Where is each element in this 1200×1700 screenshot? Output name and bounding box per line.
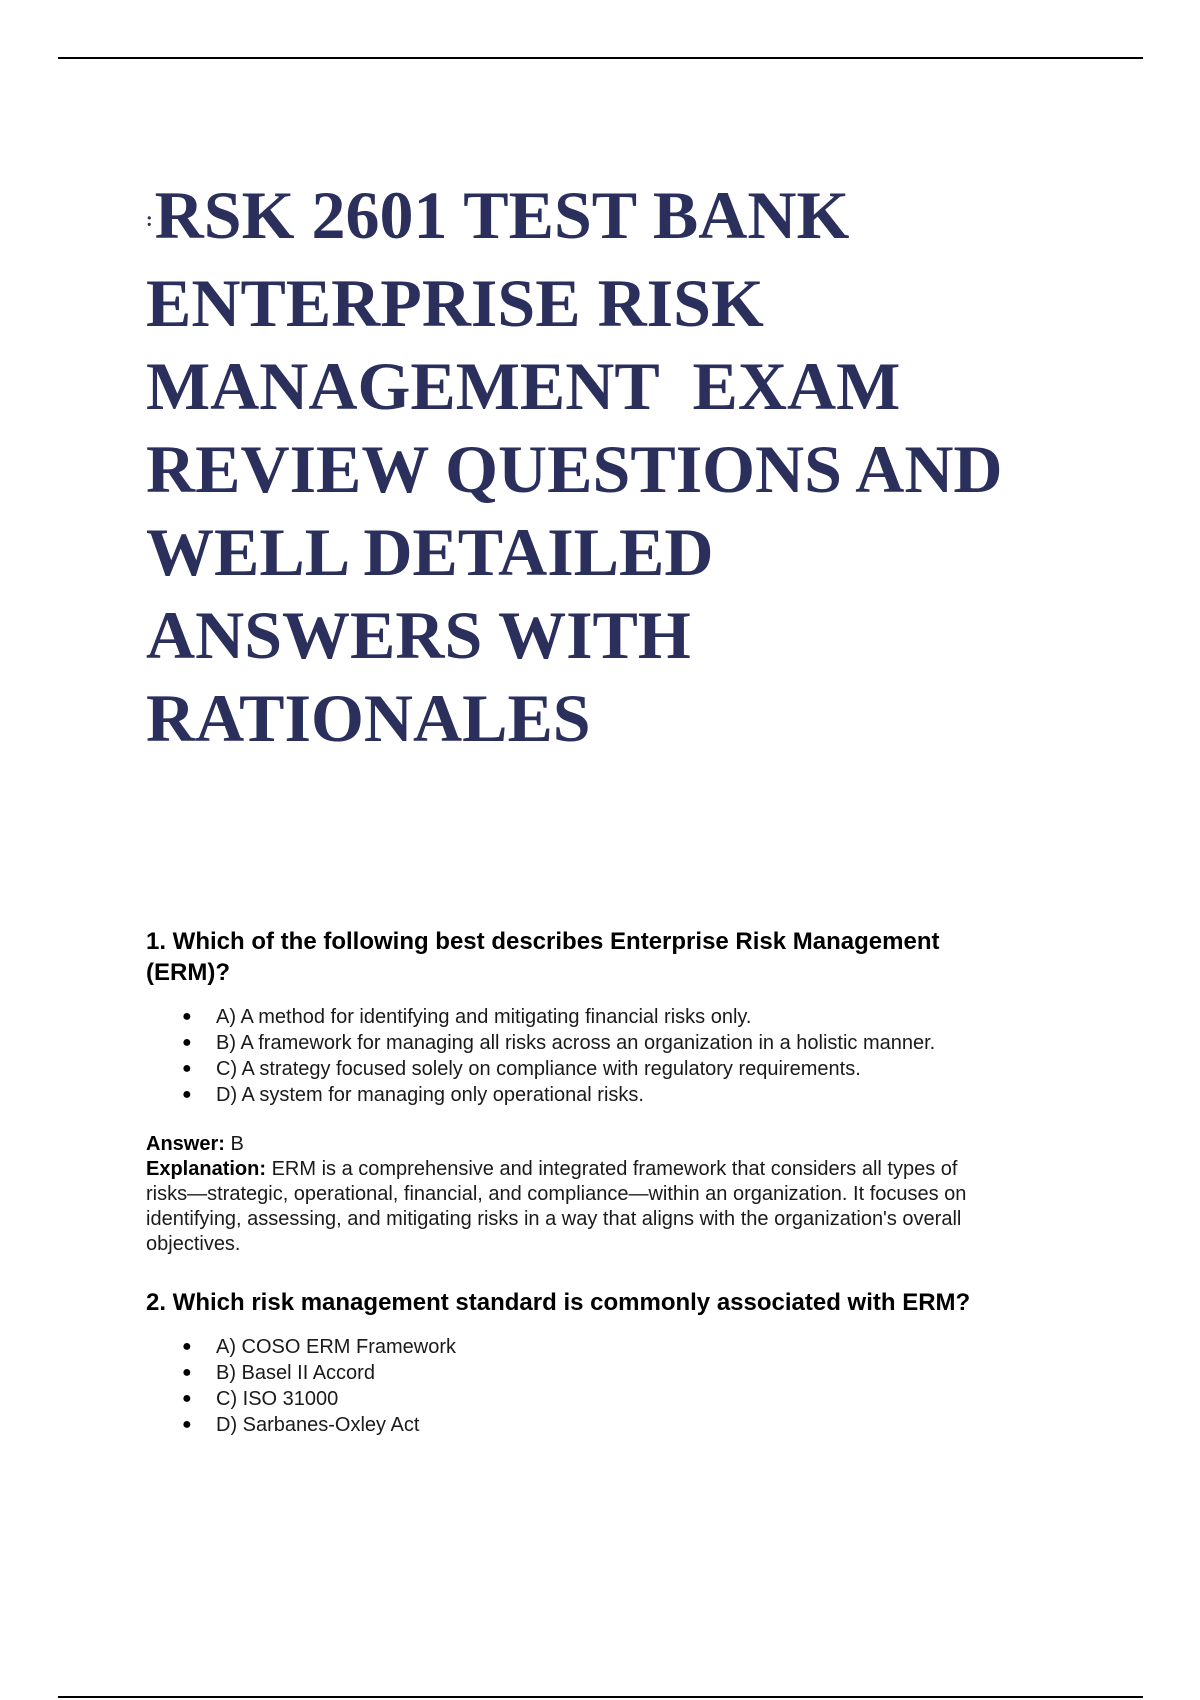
list-item [182, 1360, 1086, 1386]
option-text: C) ISO 31000 [216, 1388, 339, 1410]
list-item [182, 1056, 1086, 1082]
question-1-heading [146, 926, 1086, 988]
title-marker: : [146, 209, 153, 231]
list-item [182, 1334, 1086, 1360]
title-line-3: MANAGEMENT EXAM [146, 348, 901, 424]
list-item [182, 1386, 1086, 1412]
list-item [182, 1082, 1086, 1108]
bullet-icon: ● [182, 1086, 192, 1103]
bullet-icon: ● [182, 1390, 192, 1407]
question-1 [146, 926, 1086, 1257]
question-2-options [146, 1334, 1086, 1438]
question-1-options [146, 1004, 1086, 1108]
list-item [182, 1004, 1086, 1030]
bullet-icon: ● [182, 1338, 192, 1355]
title-line-5: WELL DETAILED [146, 514, 714, 590]
explanation-line-1: ERM is a comprehensive and integrated framework that considers all types of [271, 1158, 958, 1180]
list-item [182, 1412, 1086, 1438]
document-title [146, 174, 1156, 760]
title-line-6: ANSWERS WITH [146, 597, 691, 673]
option-text: D) Sarbanes-Oxley Act [216, 1414, 420, 1436]
option-text: A) A method for identifying and mitigating financial risks only. [216, 1006, 752, 1028]
option-text: C) A strategy focused solely on compliance with regulatory requirements. [216, 1058, 861, 1080]
option-text: B) Basel II Accord [216, 1362, 375, 1384]
question-2-heading [146, 1287, 1086, 1318]
bullet-icon: ● [182, 1034, 192, 1051]
explanation-line-2: risks—strategic, operational, financial, and compliance—within an organization. It focuses on [146, 1183, 967, 1205]
answer-label: Answer: [146, 1133, 225, 1155]
explanation-line-3: identifying, assessing, and mitigating risks in a way that aligns with the organization's overall [146, 1208, 962, 1230]
explanation [146, 1157, 1086, 1257]
option-text: D) A system for managing only operational risks. [216, 1084, 644, 1106]
list-item [182, 1030, 1086, 1056]
bullet-icon: ● [182, 1060, 192, 1077]
bullet-icon: ● [182, 1008, 192, 1025]
questions-section [146, 926, 1086, 1438]
bullet-icon: ● [182, 1364, 192, 1381]
answer-value: B [230, 1133, 244, 1155]
top-rule [58, 57, 1143, 59]
explanation-label: Explanation: [146, 1158, 267, 1180]
title-line-7: RATIONALES [146, 680, 591, 756]
question-1-answer-block [146, 1132, 1086, 1257]
answer-line [146, 1132, 1086, 1157]
explanation-line-4: objectives. [146, 1233, 241, 1255]
title-line-2: ENTERPRISE RISK [146, 265, 764, 341]
title-line-4: REVIEW QUESTIONS AND [146, 431, 1003, 507]
question-2-text-line-1: 2. Which risk management standard is commonly associated with ERM? [146, 1289, 971, 1316]
question-1-text-line-1: 1. Which of the following best describes Enterprise Risk Management [146, 928, 940, 955]
title-line-1-text: RSK 2601 TEST BANK [154, 177, 850, 253]
question-1-text-line-2: (ERM)? [146, 959, 230, 986]
bottom-rule [58, 1696, 1143, 1698]
question-2 [146, 1287, 1086, 1438]
option-text: A) COSO ERM Framework [216, 1336, 457, 1358]
option-text: B) A framework for managing all risks across an organization in a holistic manner. [216, 1032, 936, 1054]
title-line-1 [146, 174, 1156, 262]
bullet-icon: ● [182, 1416, 192, 1433]
